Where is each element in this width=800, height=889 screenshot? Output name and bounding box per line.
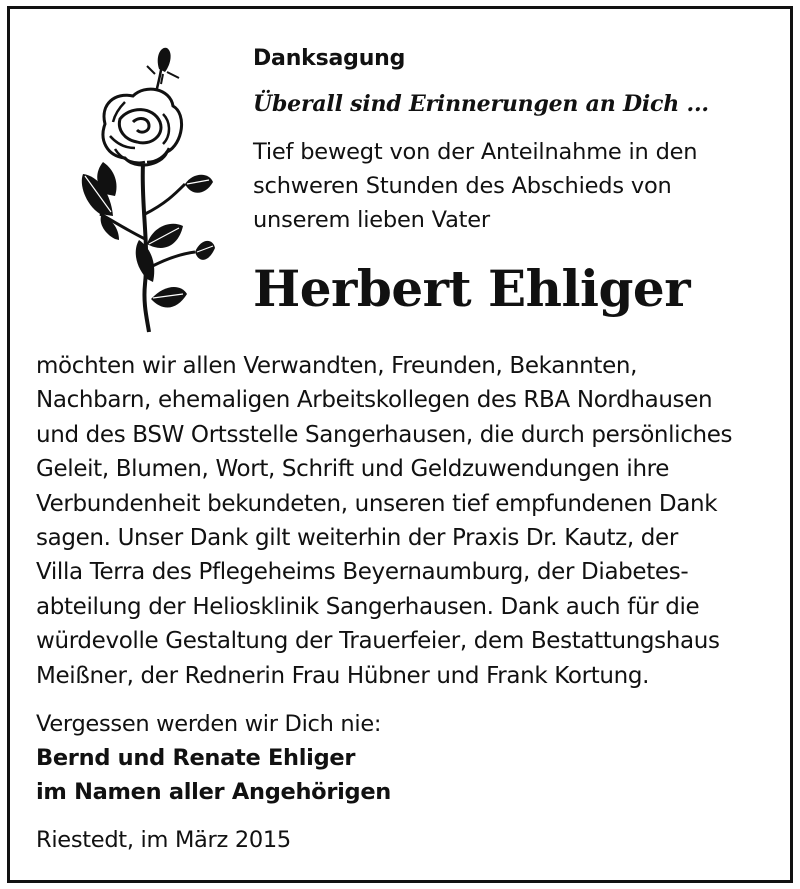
body-line: sagen. Unser Dank gilt weiterhin der Praxis Dr. Kautz, der: [36, 525, 678, 552]
body-text: [36, 349, 781, 693]
motto: Überall sind Erinnerungen an Dich ...: [253, 91, 709, 117]
intro-line: unserem lieben Vater: [253, 207, 490, 233]
signatory-line: im Namen aller Angehörigen: [36, 779, 392, 805]
deceased-name: Herbert Ehliger: [253, 259, 691, 318]
intro-text: [253, 135, 773, 237]
rose-icon: [75, 44, 215, 334]
body-line: abteilung der Heliosklinik Sangerhausen. Dank auch für die: [36, 593, 700, 620]
body-line: Nachbarn, ehemaligen Arbeitskollegen des RBA Nordhausen: [36, 387, 713, 414]
body-line: würdevolle Gestaltung der Trauerfeier, dem Bestattungshaus: [36, 628, 720, 655]
obituary-notice: [7, 6, 793, 883]
signatory-line: Bernd und Renate Ehliger: [36, 745, 356, 771]
place-date: Riestedt, im März 2015: [36, 827, 291, 853]
body-line: Verbundenheit bekundeten, unseren tief empfundenen Dank: [36, 490, 718, 517]
heading: Danksagung: [253, 46, 406, 71]
body-line: Villa Terra des Pflegeheims Beyernaumburg, der Diabetes-: [36, 559, 689, 586]
body-line: Geleit, Blumen, Wort, Schrift und Geldzuwendungen ihre: [36, 456, 670, 483]
body-line: möchten wir allen Verwandten, Freunden, Bekannten,: [36, 353, 638, 379]
body-line: und des BSW Ortsstelle Sangerhausen, die durch persönliches: [36, 421, 733, 448]
closing-line: Vergessen werden wir Dich nie:: [36, 711, 382, 737]
closing-block: [36, 707, 391, 809]
intro-line: Tief bewegt von der Anteilnahme in den: [253, 139, 698, 165]
body-line: Meißner, der Rednerin Frau Hübner und Frank Kortung.: [36, 662, 650, 689]
intro-line: schweren Stunden des Abschieds von: [253, 173, 672, 199]
